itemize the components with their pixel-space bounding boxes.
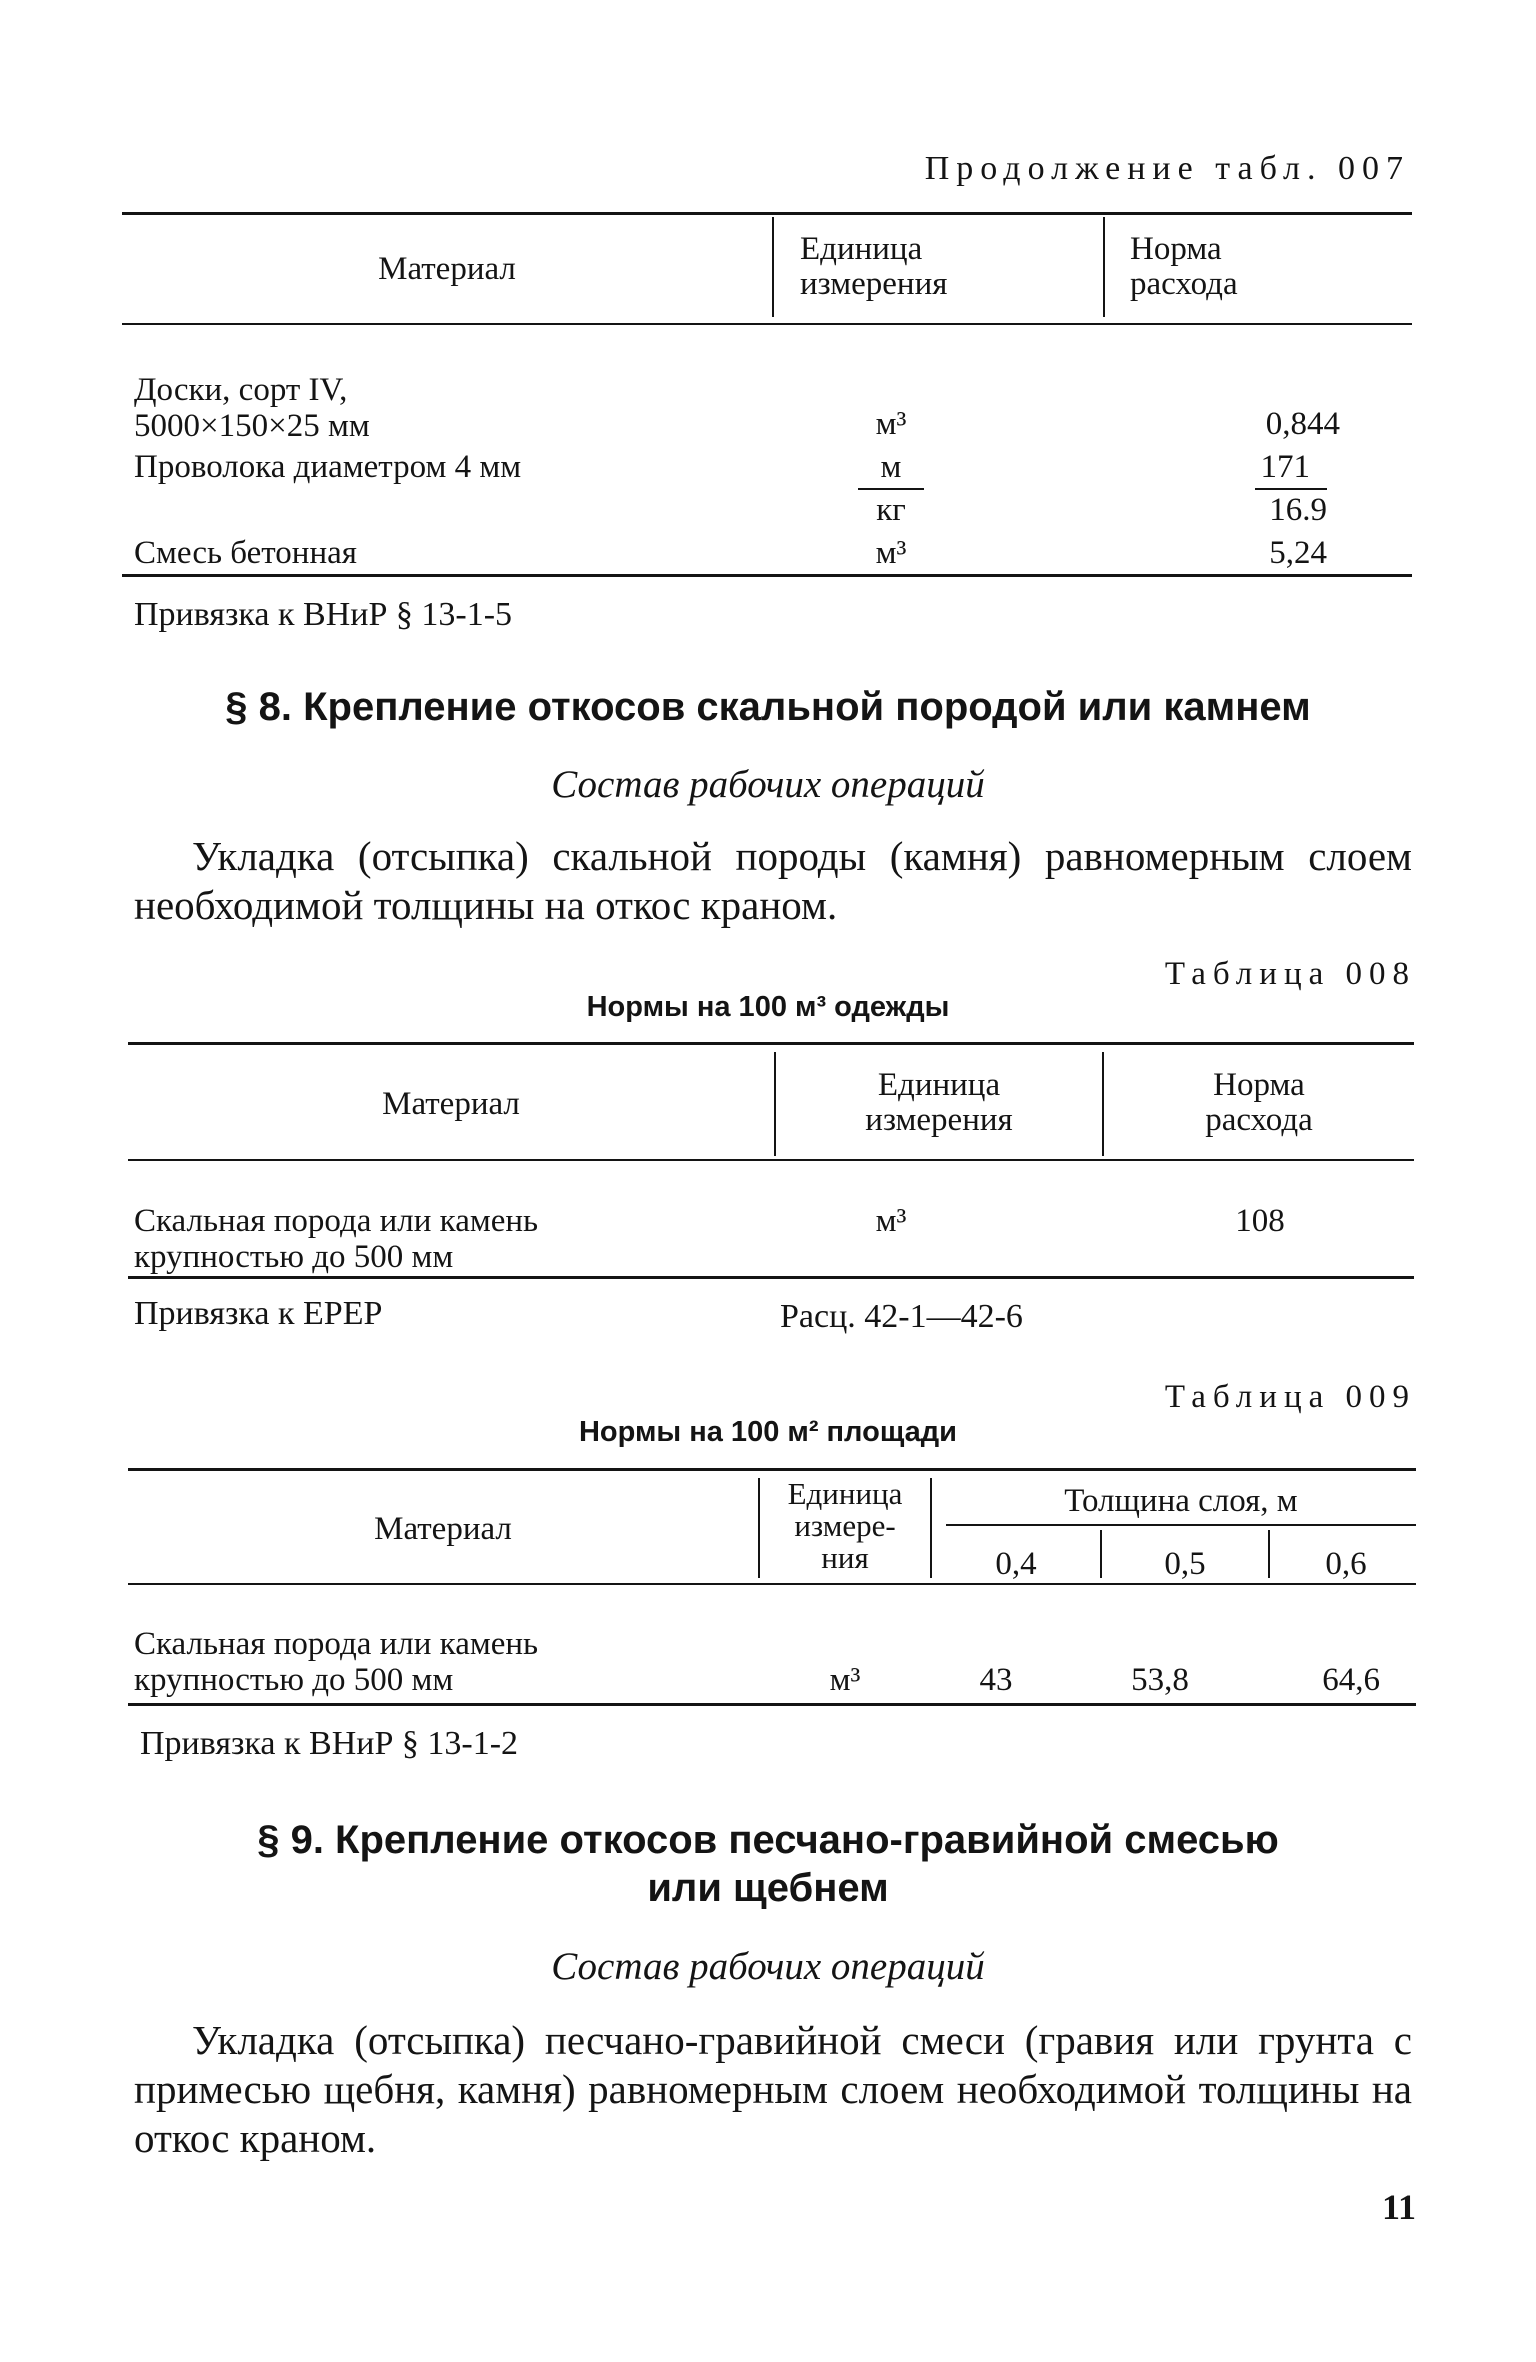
table-008-bottom-rule [128,1276,1414,1279]
table-008-top-rule [128,1042,1414,1045]
table-008-caption: Нормы на 100 м³ одежды [586,991,950,1023]
table-007-row1-norm: 0,844 [1265,406,1340,442]
table-007-binding: Привязка к ВНиР § 13-1-5 [134,596,513,633]
table-009-header-unit: Единица измере- ния [787,1476,903,1575]
table-007-row2-unit-denominator: кг [876,492,906,528]
table-007-row2-norm-fraction-bar [1255,488,1327,490]
table-008-row-unit: м³ [875,1203,907,1239]
table-007-row3-norm: 5,24 [1269,535,1327,571]
table-009-row-material: Скальная порода или камень крупностью до 500 мм [134,1626,539,1698]
table-007-header-material: Материал [378,251,516,287]
table-007-row1-material: Доски, сорт IV, 5000×150×25 мм [134,372,370,444]
table-007-col-divider-1 [772,217,774,317]
table-009-header-col-05: 0,5 [1164,1546,1206,1582]
table-009-col-divider-unit [930,1478,932,1578]
table-007-row2-norm-numerator: 171 [1260,449,1310,485]
table-009-header-material: Материал [374,1511,512,1547]
table-007-bottom-rule [122,574,1412,577]
table-continuation-label: Продолжение табл. 007 [924,150,1410,187]
table-009-binding: Привязка к ВНиР § 13-1-2 [140,1725,519,1762]
section-9-title-line2: или щебнем [647,1866,889,1910]
table-009-row-value-06: 64,6 [1322,1662,1380,1698]
table-007-row3-material: Смесь бетонная [134,535,357,571]
page-number: 11 [1381,2187,1416,2227]
section-8-title: § 8. Крепление откосов скальной породой или камнем [225,685,1311,729]
table-007-row3-unit: м³ [875,535,907,571]
table-009-thickness-subrule [946,1524,1416,1526]
table-009-caption: Нормы на 100 м² площади [578,1416,958,1448]
section-9-title-line1: § 9. Крепление откосов песчано-гравийной смесью [257,1818,1279,1862]
table-007-top-rule [122,212,1412,215]
table-009-col-divider-04-05 [1100,1530,1102,1578]
table-009-header-col-06: 0,6 [1325,1546,1367,1582]
table-007-header-norm: Норма расхода [1130,231,1238,302]
table-008-header-rule [128,1159,1414,1161]
table-008-header-unit: Единица измерения [865,1067,1013,1138]
section-9-subtitle: Состав рабочих операций [551,1945,985,1988]
table-008-header-norm: Норма расхода [1205,1067,1313,1138]
table-008-row-material: Скальная порода или камень крупностью до 500 мм [134,1203,539,1275]
table-007-col-divider-2 [1103,217,1105,317]
table-009-header-thickness: Толщина слоя, м [1064,1483,1298,1519]
table-009-row-value-05: 53,8 [1131,1662,1189,1698]
table-008-binding-reference: Расц. 42-1—42-6 [780,1298,1023,1335]
table-008-binding: Привязка к ЕРЕР [134,1295,383,1332]
table-007-row2-norm-denominator: 16.9 [1269,492,1327,528]
table-009-row-value-04: 43 [979,1662,1013,1698]
table-009-label: Таблица 009 [1164,1379,1416,1415]
table-009-top-rule [128,1468,1416,1471]
section-8-text: Укладка (отсыпка) скальной породы (камня) равномерным слоем необходимой толщины на откос краном. [134,833,1412,928]
table-007-row1-unit: м³ [875,406,907,442]
table-007-row2-unit-fraction-bar [858,488,924,490]
section-8-subtitle: Состав рабочих операций [551,763,985,806]
table-009-header-col-04: 0,4 [995,1546,1037,1582]
table-007-row2-unit-numerator: м [880,449,902,485]
table-007-header-rule [122,323,1412,325]
table-008-row-norm: 108 [1235,1203,1285,1239]
section-9-text: Укладка (отсыпка) песчано-гравийной смеси (гравия или грунта с примесью щебня, камня) равномерным слоем необходимой толщины на откос краном. [134,2017,1412,2161]
table-009-header-rule [128,1583,1416,1585]
table-007-header-unit: Единица измерения [800,231,948,302]
table-009-bottom-rule [128,1703,1416,1706]
table-008-label: Таблица 008 [1164,956,1416,992]
table-008-header-material: Материал [382,1086,520,1122]
table-009-col-divider-05-06 [1268,1530,1270,1578]
table-007-row2-material: Проволока диаметром 4 мм [134,449,522,485]
table-009-row-unit: м³ [829,1662,861,1698]
